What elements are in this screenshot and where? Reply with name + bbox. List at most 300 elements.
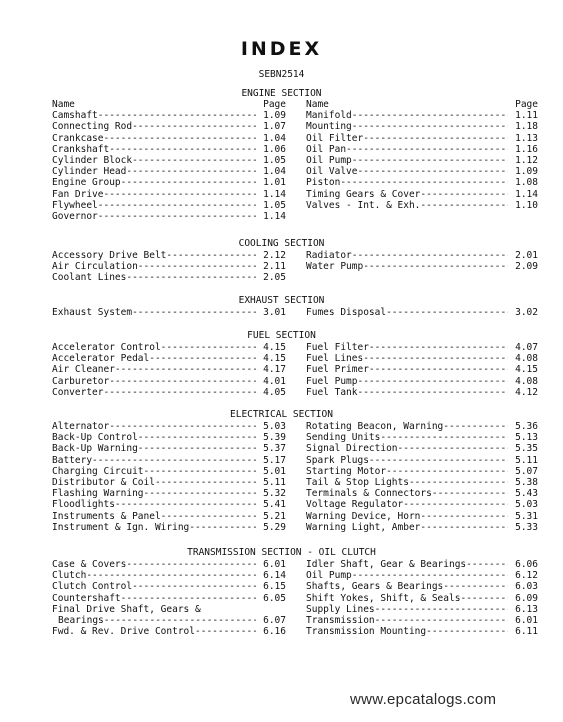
entry-name: Crankshaft [52, 143, 110, 155]
index-entry [52, 615, 286, 626]
dot-leader [121, 593, 256, 604]
dot-leader [420, 189, 508, 200]
entry-name: Bearings [58, 614, 104, 626]
document-code: SEBN2514 [258, 69, 305, 80]
index-entry [306, 511, 538, 522]
column-header [306, 99, 538, 110]
entry-page: 1.10 [515, 199, 538, 211]
entry-name: Warning Device, Horn [306, 510, 421, 522]
index-entry [52, 250, 286, 261]
entry-page: 3.01 [263, 307, 286, 318]
entry-page: 4.08 [515, 375, 538, 387]
index-entry [52, 559, 286, 570]
entry-name: Water Pump [306, 261, 364, 273]
transmission-left-column [52, 559, 286, 637]
entry-page: 4.01 [263, 375, 286, 387]
dot-leader [161, 342, 256, 353]
fuel-right-list [306, 342, 538, 398]
entry-name: Battery [52, 454, 93, 466]
page-header: Page [263, 99, 286, 110]
index-entry [306, 261, 538, 272]
entry-page: 6.12 [515, 570, 538, 582]
entry-name: Clutch Control [52, 581, 133, 593]
entry-name: Accessory Drive Belt [52, 250, 167, 261]
entry-name: Shift Yokes, Shift, & Seals [306, 592, 461, 604]
dot-leader [104, 615, 256, 626]
entry-page: 2.01 [515, 250, 538, 261]
index-entry [52, 133, 286, 144]
entry-page: 6.03 [515, 581, 538, 593]
index-entry [306, 376, 538, 387]
entry-name: Accelerator Control [52, 342, 161, 353]
entry-name: Spark Plugs [306, 454, 369, 466]
entry-page: 1.06 [263, 143, 286, 155]
index-entry [52, 488, 286, 499]
electrical-right-column [306, 421, 538, 533]
entry-page: 6.07 [263, 614, 286, 626]
fuel-left-column [52, 342, 286, 398]
entry-name: Accelerator Pedal [52, 353, 150, 365]
dot-leader [138, 261, 256, 272]
entry-name: Crankcase [52, 132, 104, 144]
entry-name: Sending Units [306, 432, 381, 444]
index-entry [52, 443, 286, 454]
dot-leader [138, 443, 256, 454]
dot-leader [466, 559, 508, 570]
entry-name: Case & Covers [52, 559, 127, 570]
index-entry [52, 342, 286, 353]
dot-leader [352, 121, 508, 132]
dot-leader [92, 455, 256, 466]
entry-page: 5.07 [515, 465, 538, 477]
engine-section-heading: ENGINE SECTION [241, 88, 322, 99]
index-entry [52, 211, 286, 222]
entry-page: 4.15 [515, 364, 538, 376]
dot-leader [195, 626, 256, 637]
entry-page: 2.05 [263, 272, 286, 284]
entry-page: 6.01 [515, 614, 538, 626]
dot-leader [443, 581, 508, 592]
index-entry [306, 250, 538, 261]
index-entry [52, 593, 286, 604]
page-title: INDEX [240, 38, 323, 60]
dot-leader [386, 466, 508, 477]
dot-leader [115, 499, 256, 510]
index-entry [306, 499, 538, 510]
electrical-left-column [52, 421, 286, 533]
entry-page: 1.16 [515, 143, 538, 155]
entry-name: Camshaft [52, 110, 98, 122]
electrical-section-heading: ELECTRICAL SECTION [230, 409, 333, 420]
index-entry [52, 121, 286, 132]
index-entry [306, 615, 538, 626]
dot-leader [109, 421, 256, 432]
dot-leader [420, 522, 508, 533]
entry-page: 1.08 [515, 177, 538, 189]
entry-page: 1.01 [263, 177, 286, 189]
index-entry [52, 455, 286, 466]
entry-page: 1.04 [263, 132, 286, 144]
entry-page: 1.12 [515, 154, 538, 166]
dot-leader [357, 376, 508, 387]
entry-name: Timing Gears & Cover [306, 188, 421, 200]
transmission-right-list [306, 559, 538, 637]
entry-page: 1.07 [263, 121, 286, 133]
entry-page: 5.35 [515, 443, 538, 455]
exhaust-right-column [306, 307, 538, 318]
dot-leader [121, 177, 256, 188]
entry-page: 6.16 [263, 626, 286, 638]
dot-leader [426, 626, 508, 637]
index-entry [306, 626, 538, 637]
dot-leader [132, 121, 256, 132]
entry-page: 5.36 [515, 421, 538, 432]
index-entry [52, 261, 286, 272]
entry-name: Floodlights [52, 499, 115, 511]
entry-name: Back-Up Warning [52, 443, 138, 455]
entry-name: Fumes Disposal [306, 307, 387, 318]
entry-page: 5.03 [263, 421, 286, 432]
index-entry [52, 155, 286, 166]
entry-name: Clutch [52, 570, 87, 582]
entry-name: Radiator [306, 250, 352, 261]
electrical-left-list [52, 421, 286, 533]
entry-name: Flywheel [52, 199, 98, 211]
index-entry [306, 604, 538, 615]
entry-page: 6.14 [263, 570, 286, 582]
index-entry [52, 166, 286, 177]
entry-name: Fuel Pump [306, 375, 358, 387]
entry-page: 5.03 [515, 499, 538, 511]
entry-page: 4.12 [515, 386, 538, 398]
entry-name: Air Circulation [52, 261, 138, 273]
entry-name: Connecting Rod [52, 121, 133, 133]
entry-page: 5.32 [263, 488, 286, 500]
dot-leader [352, 155, 508, 166]
dot-leader [369, 364, 508, 375]
exhaust-section-heading: EXHAUST SECTION [238, 295, 325, 306]
index-entry [306, 522, 538, 533]
entry-page: 1.14 [515, 188, 538, 200]
dot-leader [443, 421, 508, 432]
index-entry [306, 189, 538, 200]
index-entry [52, 581, 286, 592]
entry-name: Terminals & Connectors [306, 488, 432, 500]
column-header [52, 99, 286, 110]
fuel-section-heading: FUEL SECTION [247, 330, 316, 341]
index-entry [52, 144, 286, 155]
watermark-text[interactable]: www.epcatalogs.com [350, 691, 497, 708]
name-header: Name [306, 99, 329, 110]
dot-leader [398, 443, 508, 454]
entry-name: Transmission Mounting [306, 626, 427, 638]
dot-leader [357, 387, 508, 398]
index-entry [52, 432, 286, 443]
entry-name: Oil Filter [306, 132, 364, 144]
dot-leader [103, 387, 256, 398]
dot-leader [340, 177, 508, 188]
dot-leader [352, 250, 508, 261]
index-entry [52, 200, 286, 211]
index-entry [306, 307, 538, 318]
entry-name: Manifold [306, 110, 352, 122]
entry-name: Final Drive Shaft, Gears & [52, 603, 201, 615]
entry-name: Back-Up Control [52, 432, 138, 444]
exhaust-left-column [52, 307, 286, 318]
index-entry [306, 353, 538, 364]
index-entry [306, 477, 538, 488]
entry-name: Distributor & Coil [52, 476, 155, 488]
index-entry [306, 455, 538, 466]
entry-page: 6.11 [515, 626, 538, 638]
dot-leader [357, 166, 508, 177]
entry-page: 2.12 [263, 250, 286, 261]
index-entry [306, 466, 538, 477]
entry-name: Idler Shaft, Gear & Bearings [306, 559, 467, 570]
dot-leader [98, 200, 256, 211]
index-entry [306, 443, 538, 454]
entry-name: Exhaust System [52, 307, 133, 318]
engine-right-column [306, 99, 538, 211]
entry-name: Fwd. & Rev. Drive Control [52, 626, 195, 638]
entry-name: Cylinder Head [52, 166, 127, 178]
entry-name: Oil Pump [306, 154, 352, 166]
dot-leader [189, 522, 256, 533]
entry-page: 1.05 [263, 154, 286, 166]
dot-leader [144, 466, 256, 477]
cooling-left-list [52, 250, 286, 284]
entry-name: Signal Direction [306, 443, 398, 455]
entry-name: Cylinder Block [52, 154, 133, 166]
entry-page: 1.11 [515, 110, 538, 122]
entry-page: 5.29 [263, 521, 286, 533]
entry-name: Transmission [306, 614, 375, 626]
entry-page: 1.13 [515, 132, 538, 144]
entry-page: 5.31 [515, 510, 538, 522]
page-header: Page [515, 99, 538, 110]
dot-leader [155, 477, 256, 488]
index-entry [52, 522, 286, 533]
entry-page: 6.13 [515, 603, 538, 615]
engine-left-list [52, 110, 286, 222]
index-entry [306, 155, 538, 166]
entry-name: Valves - Int. & Exh. [306, 199, 421, 211]
entry-name: Governor [52, 210, 98, 222]
dot-leader [409, 477, 508, 488]
entry-name: Warning Light, Amber [306, 521, 421, 533]
entry-page: 1.14 [263, 188, 286, 200]
index-entry [306, 200, 538, 211]
index-entry [52, 110, 286, 121]
dot-leader [403, 499, 508, 510]
entry-page: 5.37 [263, 443, 286, 455]
entry-name: Fuel Tank [306, 386, 358, 398]
index-entry [306, 121, 538, 132]
entry-name: Fuel Lines [306, 353, 364, 365]
dot-leader [346, 144, 508, 155]
dot-leader [420, 200, 508, 211]
dot-leader [363, 133, 508, 144]
index-entry [52, 364, 286, 375]
entry-page: 6.05 [263, 592, 286, 604]
entry-page: 5.21 [263, 510, 286, 522]
dot-leader [132, 155, 256, 166]
fuel-left-list [52, 342, 286, 398]
entry-name: Shafts, Gears & Bearings [306, 581, 444, 593]
dot-leader [138, 432, 256, 443]
entry-page: 5.13 [515, 432, 538, 444]
entry-name: Air Cleaner [52, 364, 115, 376]
index-entry [306, 421, 538, 432]
dot-leader [375, 604, 508, 615]
index-entry [306, 581, 538, 592]
cooling-right-column [306, 250, 538, 272]
dot-leader [98, 110, 256, 121]
dot-leader [98, 211, 256, 222]
entry-name: Charging Circuit [52, 465, 144, 477]
dot-leader [103, 189, 256, 200]
entry-page: 5.17 [263, 454, 286, 466]
entry-name: Supply Lines [306, 603, 375, 615]
index-entry [306, 110, 538, 121]
cooling-right-list [306, 250, 538, 272]
entry-page: 5.41 [263, 499, 286, 511]
name-header: Name [52, 99, 75, 110]
entry-page: 6.01 [263, 559, 286, 570]
index-entry [52, 189, 286, 200]
index-entry [52, 477, 286, 488]
index-entry [306, 166, 538, 177]
dot-leader [352, 110, 508, 121]
entry-page: 5.39 [263, 432, 286, 444]
entry-name: Voltage Regulator [306, 499, 404, 511]
entry-page: 4.08 [515, 353, 538, 365]
index-entry [306, 570, 538, 581]
entry-name: Mounting [306, 121, 352, 133]
entry-name: Piston [306, 177, 341, 189]
dot-leader [132, 307, 256, 318]
cooling-left-column [52, 250, 286, 284]
entry-page: 6.09 [515, 592, 538, 604]
entry-name: Instrument & Ign. Wiring [52, 521, 190, 533]
entry-name: Fan Drive [52, 188, 104, 200]
index-entry [52, 499, 286, 510]
index-entry [306, 364, 538, 375]
fuel-right-column [306, 342, 538, 398]
index-entry [52, 387, 286, 398]
dot-leader [363, 261, 508, 272]
index-entry [52, 353, 286, 364]
index-entry [306, 488, 538, 499]
index-entry [306, 387, 538, 398]
entry-page: 5.43 [515, 488, 538, 500]
dot-leader [126, 166, 256, 177]
dot-leader [126, 272, 256, 283]
dot-leader [144, 488, 256, 499]
entry-page: 1.05 [263, 199, 286, 211]
entry-page: 3.02 [515, 307, 538, 318]
dot-leader [132, 581, 256, 592]
index-entry [52, 421, 286, 432]
transmission-section-heading: TRANSMISSION SECTION - OIL CLUTCH [187, 547, 376, 558]
dot-leader [109, 376, 256, 387]
entry-page: 5.33 [515, 521, 538, 533]
entry-page: 1.09 [263, 110, 286, 122]
index-entry [52, 272, 286, 283]
index-entry [306, 432, 538, 443]
entry-page: 4.07 [515, 342, 538, 353]
dot-leader [109, 144, 256, 155]
entry-page: 1.09 [515, 166, 538, 178]
dot-leader [380, 432, 508, 443]
dot-leader [460, 593, 508, 604]
entry-page: 6.06 [515, 559, 538, 570]
entry-name: Countershaft [52, 592, 121, 604]
index-entry [306, 144, 538, 155]
entry-name: Coolant Lines [52, 272, 127, 284]
entry-name: Tail & Stop Lights [306, 476, 409, 488]
entry-page: 4.05 [263, 386, 286, 398]
entry-page: 5.11 [515, 454, 538, 466]
dot-leader [363, 353, 508, 364]
entry-name: Instruments & Panel [52, 510, 161, 522]
index-entry [306, 133, 538, 144]
index-entry [306, 342, 538, 353]
exhaust-left-list [52, 307, 286, 318]
entry-name: Oil Pump [306, 570, 352, 582]
entry-page: 6.15 [263, 581, 286, 593]
entry-name: Converter [52, 386, 104, 398]
transmission-right-column [306, 559, 538, 637]
dot-leader [369, 455, 508, 466]
index-entry [306, 177, 538, 188]
exhaust-right-list [306, 307, 538, 318]
index-entry [52, 376, 286, 387]
electrical-right-list [306, 421, 538, 533]
entry-page: 4.15 [263, 342, 286, 353]
dot-leader [369, 342, 508, 353]
entry-name: Oil Valve [306, 166, 358, 178]
entry-page: 5.38 [515, 476, 538, 488]
index-entry [52, 570, 286, 581]
entry-name: Engine Group [52, 177, 121, 189]
cooling-section-heading: COOLING SECTION [238, 238, 325, 249]
entry-name: Oil Pan [306, 143, 347, 155]
dot-leader [432, 488, 508, 499]
dot-leader [149, 353, 256, 364]
dot-leader [386, 307, 508, 318]
engine-right-list [306, 110, 538, 211]
index-entry [52, 626, 286, 637]
entry-name: Starting Motor [306, 465, 387, 477]
entry-name: Flashing Warning [52, 488, 144, 500]
index-entry [306, 559, 538, 570]
index-entry [306, 593, 538, 604]
entry-page: 5.11 [263, 476, 286, 488]
dot-leader [161, 511, 256, 522]
dot-leader [86, 570, 256, 581]
entry-page: 4.17 [263, 364, 286, 376]
entry-page: 2.09 [515, 261, 538, 273]
dot-leader [352, 570, 508, 581]
index-entry [52, 604, 286, 615]
entry-name: Rotating Beacon, Warning [306, 421, 444, 432]
entry-name: Carburetor [52, 375, 110, 387]
index-entry [52, 466, 286, 477]
entry-page: 5.01 [263, 465, 286, 477]
dot-leader [126, 559, 256, 570]
entry-page: 4.15 [263, 353, 286, 365]
